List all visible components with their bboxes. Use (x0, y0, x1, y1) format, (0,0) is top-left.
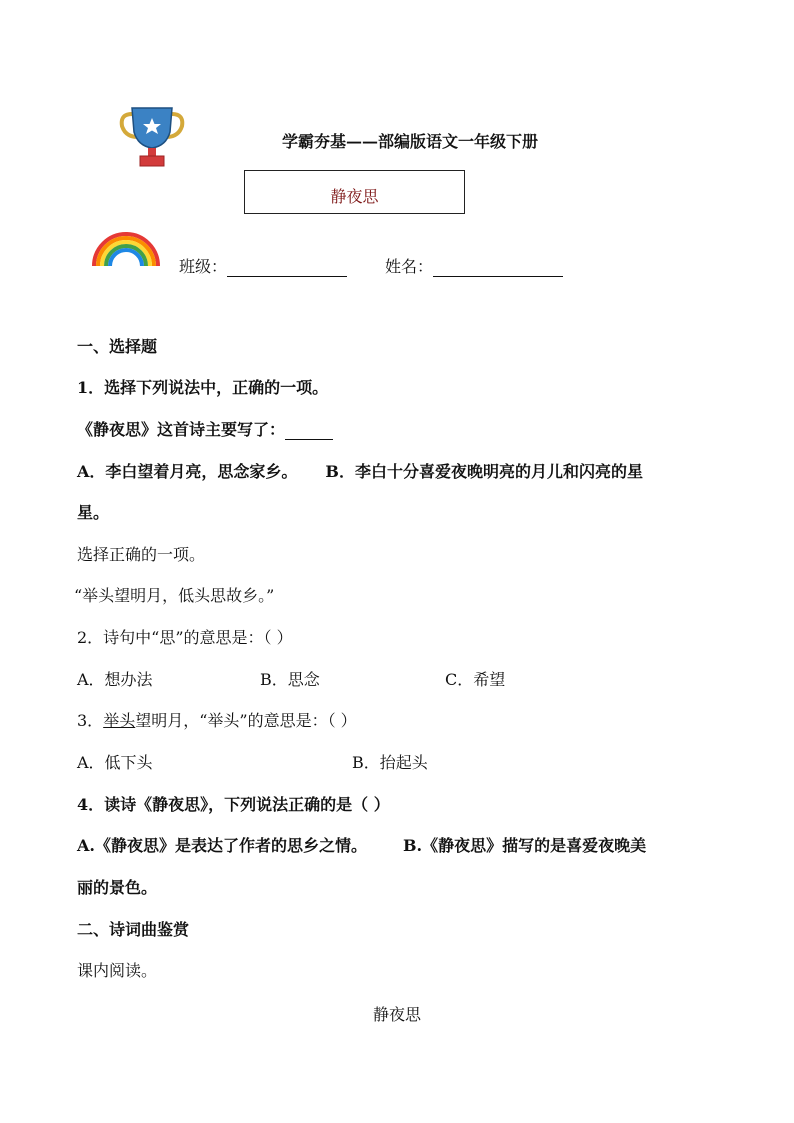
q1-option-b: B．李白十分喜爱夜晚明亮的月儿和闪亮的星 (325, 462, 643, 481)
class-field (179, 254, 347, 277)
name-field (385, 254, 563, 277)
q2-option-b: B．思念 (260, 670, 320, 689)
q3-option-a: A．低下头 (77, 753, 153, 772)
q1-options-line (77, 462, 643, 482)
q3-underlined-word: 举头 (103, 711, 136, 730)
q1-prompt-text: 《静夜思》这首诗主要写了： (77, 420, 286, 439)
section2-heading: 二、诗词曲鉴赏 (77, 920, 190, 939)
q1-answer-blank[interactable] (285, 421, 333, 440)
lesson-title-box (244, 170, 465, 214)
q4-option-b: B.《静夜思》描写的是喜爱夜晚美 (403, 836, 647, 855)
trophy-icon (118, 104, 186, 170)
q1-option-a: A．李白望着月亮，思念家乡。 (77, 462, 298, 481)
q2-stem: 2．诗句中“思”的意思是：（ ） (77, 628, 293, 647)
name-label: 姓名： (385, 257, 434, 276)
q4-option-b-cont: 丽的景色。 (77, 878, 158, 897)
q2-option-a: A．想办法 (77, 670, 153, 689)
poem-quote: “举头望明月，低头思故乡。” (74, 586, 275, 605)
q3-stem (77, 711, 357, 731)
lesson-title: 静夜思 (330, 187, 379, 206)
q3-option-b: B．抬起头 (352, 753, 428, 772)
q1-prompt (77, 420, 333, 440)
rainbow-icon (90, 228, 162, 268)
q4-option-a: A.《静夜思》是表达了作者的思乡之情。 (77, 836, 367, 855)
section1-heading: 一、选择题 (77, 337, 158, 356)
q3-prefix: 3． (77, 711, 104, 730)
class-blank[interactable] (227, 258, 347, 277)
intro-text: 选择正确的一项。 (77, 545, 206, 564)
q4-stem: 4．读诗《静夜思》，下列说法正确的是（ ） (77, 795, 390, 814)
name-blank[interactable] (433, 258, 563, 277)
q2-option-c: C．希望 (445, 670, 506, 689)
poem-title: 静夜思 (372, 1005, 421, 1024)
q4-options-line (77, 836, 646, 856)
q1-stem: 1．选择下列说法中，正确的一项。 (77, 378, 329, 397)
series-title: 学霸夯基——部编版语文一年级下册 (282, 132, 539, 151)
q3-rest: 望明月，“举头”的意思是：（ ） (135, 711, 357, 730)
class-label: 班级： (179, 257, 228, 276)
q1-option-b-cont: 星。 (77, 503, 110, 522)
section2-intro: 课内阅读。 (77, 961, 158, 980)
